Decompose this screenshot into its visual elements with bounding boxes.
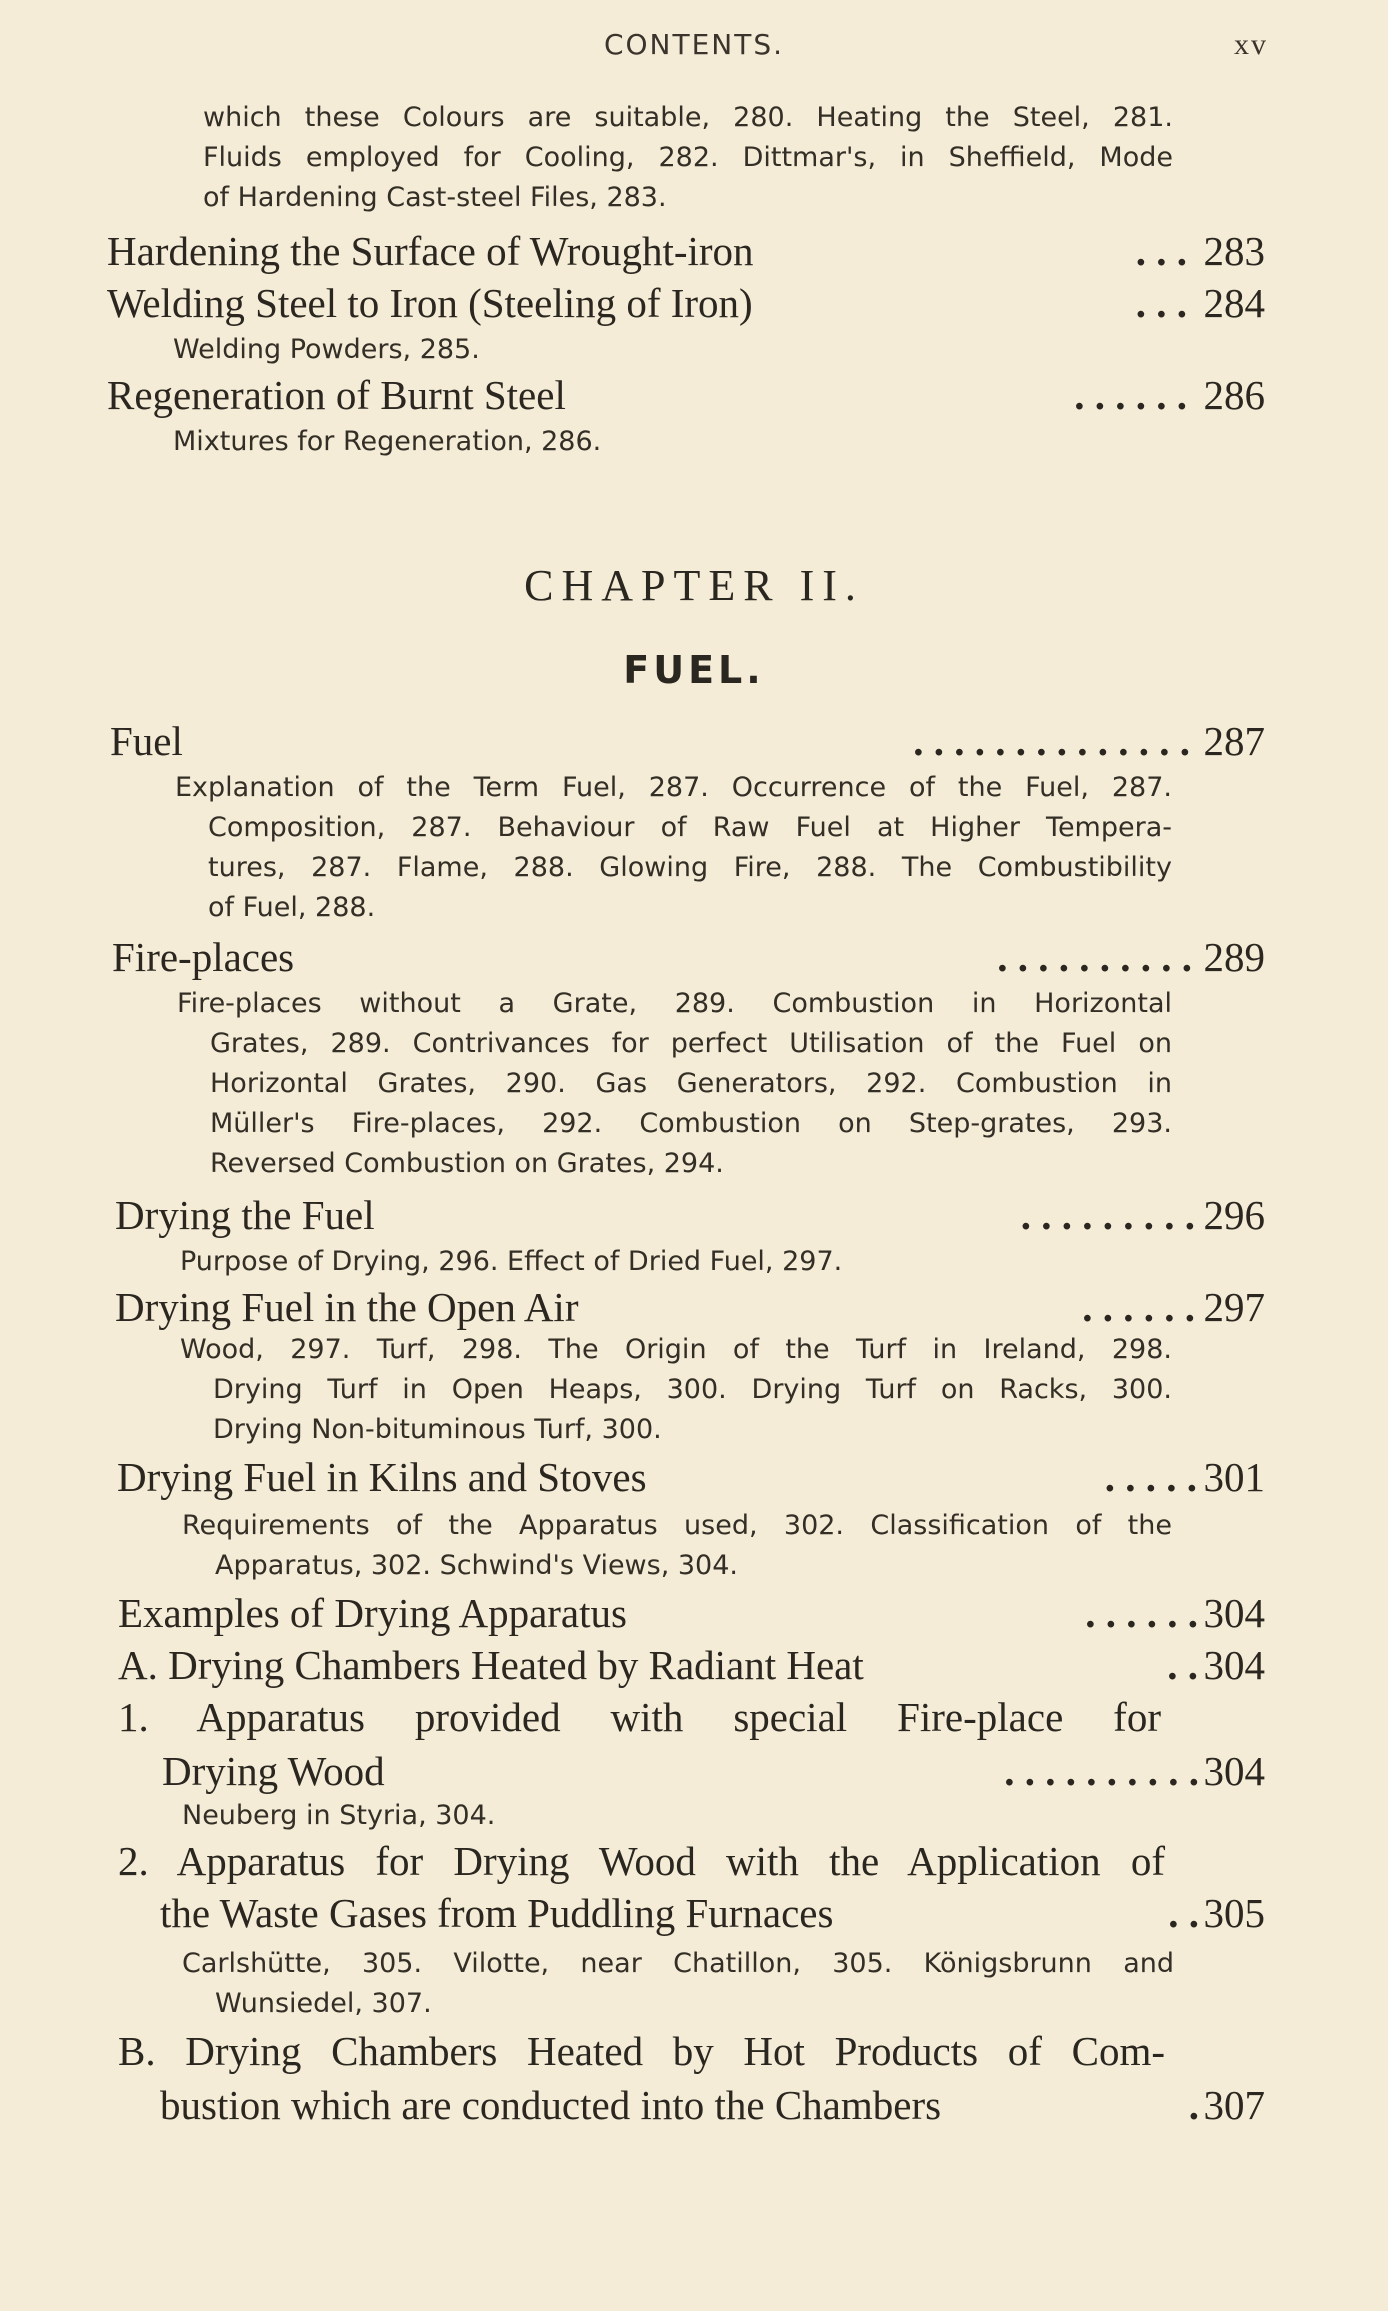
entry-title: Drying Fuel in the Open Air: [115, 1284, 579, 1330]
entry-title: Examples of Drying Apparatus: [118, 1590, 627, 1636]
subentry-line: Composition, 287. Behaviour of Raw Fuel at Higher Tempera-: [208, 812, 1172, 843]
subentry-line: Drying Non-bituminous Turf, 300.: [213, 1414, 662, 1445]
entry-page: 283: [1203, 228, 1265, 274]
entry-page: 289: [1203, 934, 1265, 980]
subentry-line: Welding Powders, 285.: [173, 334, 480, 365]
subentries-welding: [173, 330, 1073, 370]
entry-title: Drying Wood: [162, 1748, 385, 1794]
leader-dots: . . . . . . . . . .: [997, 934, 1192, 980]
subentry-line: Mixtures for Regeneration, 286.: [173, 426, 602, 457]
continued-subentries: [203, 98, 1173, 218]
subentry-line: tures, 287. Flame, 288. Glowing Fire, 288. The Combustibility: [208, 852, 1172, 883]
leader-dots: . . . . . . . . . . . . . .: [913, 718, 1190, 764]
toc-entry-examples-drying-apparatus[interactable]: [118, 1586, 1265, 1640]
leader-dots: . . . . . . . . .: [1020, 1192, 1195, 1238]
toc-section-b-heading: B. Drying Chambers Heated by Hot Products of Com-: [118, 2028, 1165, 2074]
toc-item-2-heading: 2. Apparatus for Drying Wood with the Application of: [118, 1838, 1165, 1884]
subentry-line: Grates, 289. Contrivances for perfect Utilisation of the Fuel on: [210, 1028, 1172, 1059]
leader-dots: . . . . .: [1104, 1454, 1197, 1500]
entry-title: bustion which are conducted into the Chambers: [160, 2082, 942, 2128]
toc-entry-waste-gases[interactable]: [160, 1886, 1265, 1940]
entry-title: Regeneration of Burnt Steel: [107, 372, 566, 418]
entry-title: Drying Fuel in Kilns and Stoves: [117, 1454, 647, 1500]
subentry-line: which these Colours are suitable, 280. Heating the Steel, 281.: [203, 102, 1173, 133]
entry-page: 284: [1203, 280, 1265, 326]
running-header: [0, 22, 1388, 72]
subentry-line: Explanation of the Term Fuel, 287. Occurrence of the Fuel, 287.: [175, 772, 1172, 803]
subentry-line: Horizontal Grates, 290. Gas Generators, 292. Combustion in: [210, 1068, 1172, 1099]
entry-title: Fire-places: [112, 934, 295, 980]
chapter-subject: FUEL.: [623, 648, 765, 692]
leader-dots: . . .: [1135, 280, 1187, 326]
subentry-line: Apparatus, 302. Schwind's Views, 304.: [215, 1550, 738, 1581]
subentry-line: Purpose of Drying, 296. Effect of Dried Fuel, 297.: [180, 1246, 843, 1277]
leader-dots: .: [1188, 2082, 1199, 2128]
subentries-drying-open-air: [180, 1330, 1172, 1450]
leader-dots: . . . . . .: [1074, 372, 1187, 418]
leader-dots: . . . . . . . . . .: [1004, 1748, 1199, 1794]
entry-page: 287: [1203, 718, 1265, 764]
entry-page: 301: [1203, 1454, 1265, 1500]
toc-entry-section-b[interactable]: [160, 2078, 1265, 2132]
subentries-drying-kilns: [182, 1506, 1172, 1586]
entry-title: Hardening the Surface of Wrought-iron: [107, 228, 754, 274]
entry-page: 304: [1203, 1642, 1265, 1688]
entry-page: 286: [1203, 372, 1265, 418]
chapter-heading: CHAPTER II.: [524, 561, 864, 610]
toc-entry-welding-steel[interactable]: [107, 276, 1265, 330]
entry-page: 304: [1203, 1748, 1265, 1794]
page-number: xv: [1234, 28, 1268, 61]
leader-dots: . . .: [1135, 228, 1187, 274]
leader-dots: . .: [1167, 1642, 1198, 1688]
subentries-drying-wood: [182, 1796, 1172, 1836]
entry-title: Drying the Fuel: [115, 1192, 375, 1238]
subentries-fuel: [175, 768, 1172, 928]
subentries-waste-gases: [182, 1944, 1174, 2024]
toc-entry-section-a[interactable]: [118, 1638, 1265, 1692]
subentry-line: Carlshütte, 305. Vilotte, near Chatillon, 305. Königsbrunn and: [182, 1948, 1174, 1979]
subentry-line: Wood, 297. Turf, 298. The Origin of the Turf in Ireland, 298.: [180, 1334, 1172, 1365]
toc-entry-drying-open-air[interactable]: [115, 1280, 1265, 1334]
subentry-line: Müller's Fire-places, 292. Combustion on Step-grates, 293.: [210, 1108, 1172, 1139]
leader-dots: . . . . . .: [1085, 1590, 1198, 1636]
subentry-line: Wunsiedel, 307.: [215, 1988, 432, 2019]
entry-title: the Waste Gases from Puddling Furnaces: [160, 1890, 834, 1936]
subentries-regeneration: [173, 422, 1073, 462]
leader-dots: . . . . . .: [1082, 1284, 1195, 1330]
toc-entry-drying-wood[interactable]: [162, 1744, 1265, 1798]
entry-page: 297: [1203, 1284, 1265, 1330]
toc-entry-fuel[interactable]: [110, 714, 1265, 768]
subentries-fire-places: [177, 984, 1172, 1184]
entry-title: Fuel: [110, 718, 183, 764]
entry-page: 296: [1203, 1192, 1265, 1238]
entry-title: A. Drying Chambers Heated by Radiant Heat: [118, 1642, 864, 1688]
toc-entry-fire-places[interactable]: [112, 930, 1265, 984]
leader-dots: . .: [1168, 1890, 1199, 1936]
toc-entry-drying-kilns[interactable]: [117, 1450, 1265, 1504]
subentries-drying-the-fuel: [180, 1242, 1170, 1282]
subentry-line: Drying Turf in Open Heaps, 300. Drying Turf on Racks, 300.: [213, 1374, 1172, 1405]
toc-entry-drying-the-fuel[interactable]: [115, 1188, 1265, 1242]
entry-title: Welding Steel to Iron (Steeling of Iron): [107, 280, 753, 326]
subentry-line: Fire-places without a Grate, 289. Combustion in Horizontal: [177, 988, 1172, 1019]
subentry-line: of Hardening Cast-steel Files, 283.: [203, 182, 667, 213]
toc-entry-hardening-surface[interactable]: [107, 224, 1265, 278]
toc-entry-regeneration[interactable]: [107, 368, 1265, 422]
toc-item-1-heading: 1. Apparatus provided with special Fire-place for: [118, 1694, 1161, 1740]
subentry-line: Neuberg in Styria, 304.: [182, 1800, 496, 1831]
entry-page: 307: [1203, 2082, 1265, 2128]
entry-page: 305: [1203, 1890, 1265, 1936]
entry-page: 304: [1203, 1590, 1265, 1636]
subentry-line: of Fuel, 288.: [208, 892, 376, 923]
subentry-line: Requirements of the Apparatus used, 302. Classification of the: [182, 1510, 1172, 1541]
running-title: CONTENTS.: [603, 28, 785, 61]
subentry-line: Fluids employed for Cooling, 282. Dittmar's, in Sheffield, Mode: [203, 142, 1173, 173]
subentry-line: Reversed Combustion on Grates, 294.: [210, 1148, 724, 1179]
